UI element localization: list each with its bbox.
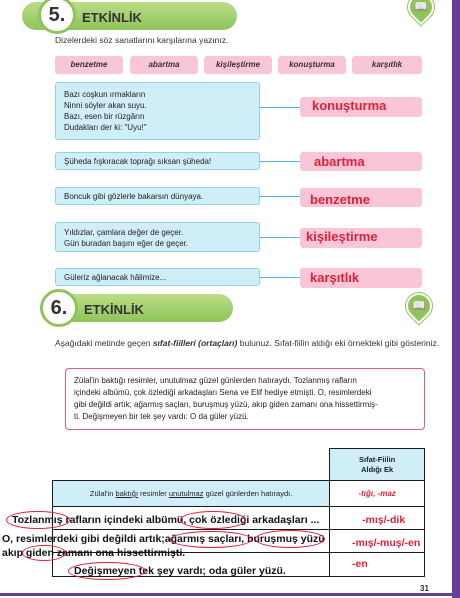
tag-karsitlik: karşıtlık xyxy=(352,56,422,74)
ring-tozlanmis xyxy=(6,511,70,529)
item1-line3: Bazı, esen bir rüzgârın xyxy=(64,112,145,121)
item4-line2: Gün buradan başını eğer de geçer. xyxy=(64,239,189,248)
book-glyph: 📖 xyxy=(414,0,428,13)
table-header-line1: Sıfat-Fiilin xyxy=(358,454,396,464)
table-header-line2: Aldığı Ek xyxy=(361,464,394,474)
activity6-text-frame xyxy=(65,368,425,430)
tag-kisilestirme: kişileştirme xyxy=(204,56,272,74)
table-header xyxy=(330,449,425,481)
example-underline1: baktığı xyxy=(115,489,139,498)
item1-line2: Ninni söyler akan suyu. xyxy=(64,101,147,110)
tag-abartma: abartma xyxy=(130,56,198,74)
tag-benzetme: benzetme xyxy=(55,56,123,74)
item3-answer: benzetme xyxy=(310,192,370,207)
hand-row4: Değişmeyen tek şey vardı; oda güler yüzü. xyxy=(74,565,286,577)
item1-answer: konuşturma xyxy=(312,98,387,113)
instruction-emphasis: sıfat-fiilleri (ortaçları) xyxy=(152,338,238,348)
item1-line1: Bazı coşkun ırmakların xyxy=(64,90,146,99)
ring-agarmis xyxy=(170,531,252,548)
example-part3: resimler xyxy=(138,489,169,498)
hand-row3: akıp giden zamanı ona hissettirmişti. xyxy=(2,547,186,559)
text-line2: içindeki albümü, çok özlediği arkadaşları Sena ve Elif hediye etmişti. O, resimlerdeki xyxy=(74,388,372,397)
text-line1: Zülal'in baktığı resimler, unutulmaz güzel günlerden hatıraydı. Tozlanmış rafların xyxy=(74,376,357,385)
activity6-number: 6. xyxy=(40,289,78,327)
ring-burusmus xyxy=(255,530,325,548)
item4-verse xyxy=(55,222,260,252)
item5-verse xyxy=(55,268,260,286)
activity5-title: ETKİNLİK xyxy=(82,10,142,25)
activity6-title: ETKİNLİK xyxy=(84,302,144,317)
instruction-part2: bulunuz. Sıfat-fiilin aldığı eki örnekteki gibi gösteriniz. xyxy=(237,338,440,348)
item5-line1: Güleriz ağlanacak hâlimize... xyxy=(64,273,167,282)
example-row-text xyxy=(53,481,330,507)
item1-verse xyxy=(55,82,260,140)
ring-degismeyen xyxy=(68,562,146,580)
table-blank-header xyxy=(53,449,330,481)
item3-verse xyxy=(55,187,260,205)
book-icon xyxy=(401,288,438,325)
item2-line1: Şüheda fışkıracak toprağı sıksan şüheda! xyxy=(64,157,212,166)
item3-line1: Boncuk gibi gözlerle bakarsın dünyaya. xyxy=(64,192,204,201)
item2-answer: abartma xyxy=(314,154,365,169)
item4-connector xyxy=(260,237,300,238)
book-icon xyxy=(403,0,440,25)
activity5-instruction: Dizelerdeki söz sanatlarını karşılarına yazınız. xyxy=(55,35,229,45)
hand-row1: Tozlanmış rafların içindeki albümü, çok özlediği arkadaşları ... xyxy=(12,514,320,526)
book-glyph: 📖 xyxy=(412,300,426,312)
hand-row1-suffix: -mış/-dik xyxy=(362,514,406,526)
item3-connector xyxy=(260,196,300,197)
hand-row2-suffix: -mış/-muş/-en xyxy=(352,537,421,549)
example-part1: Zülal'in xyxy=(89,489,116,498)
ring-ozledigi xyxy=(180,511,246,529)
ring-giden xyxy=(22,545,66,561)
activity5-number: 5. xyxy=(38,0,76,34)
text-line4: ti. Değişmeyen bir tek şey vardı: O da güler yüzü. xyxy=(74,412,249,421)
page-number: 31 xyxy=(420,584,429,593)
hand-row4-suffix: -en xyxy=(352,558,368,570)
activity6-instruction xyxy=(55,337,440,349)
page-edge-band xyxy=(452,0,460,598)
item4-line1: Yıldızlar, çamlara değer de geçer. xyxy=(64,228,184,237)
example-suffix: -tığı, -maz xyxy=(330,481,425,507)
hand-row2: O, resimlerdeki gibi değildi artık;ağarmış saçları, buruşmuş yüzü xyxy=(2,533,325,545)
page-bottom-line xyxy=(0,593,452,596)
item1-line4: Dudakları der ki: "Uyu!" xyxy=(64,123,147,132)
instruction-part1: Aşağıdaki metinde geçen xyxy=(55,338,153,348)
item5-answer: karşıtlık xyxy=(310,270,360,285)
example-part5: güzel günlerden hatıraydı. xyxy=(203,489,293,498)
item5-connector xyxy=(260,277,300,278)
item1-connector xyxy=(260,107,300,108)
row3-suffix-cell xyxy=(330,553,425,577)
tag-konusturma: konuşturma xyxy=(278,56,346,74)
example-underline2: unutulmaz xyxy=(168,489,204,498)
item2-verse xyxy=(55,152,260,170)
text-line3: gibi değildi artık; ağarmış saçları, buruşmuş yüzü, akıp giden zamanı ona hissettirmiş- xyxy=(74,400,378,409)
item4-answer: kişileştirme xyxy=(306,229,378,244)
item2-connector xyxy=(260,161,300,162)
